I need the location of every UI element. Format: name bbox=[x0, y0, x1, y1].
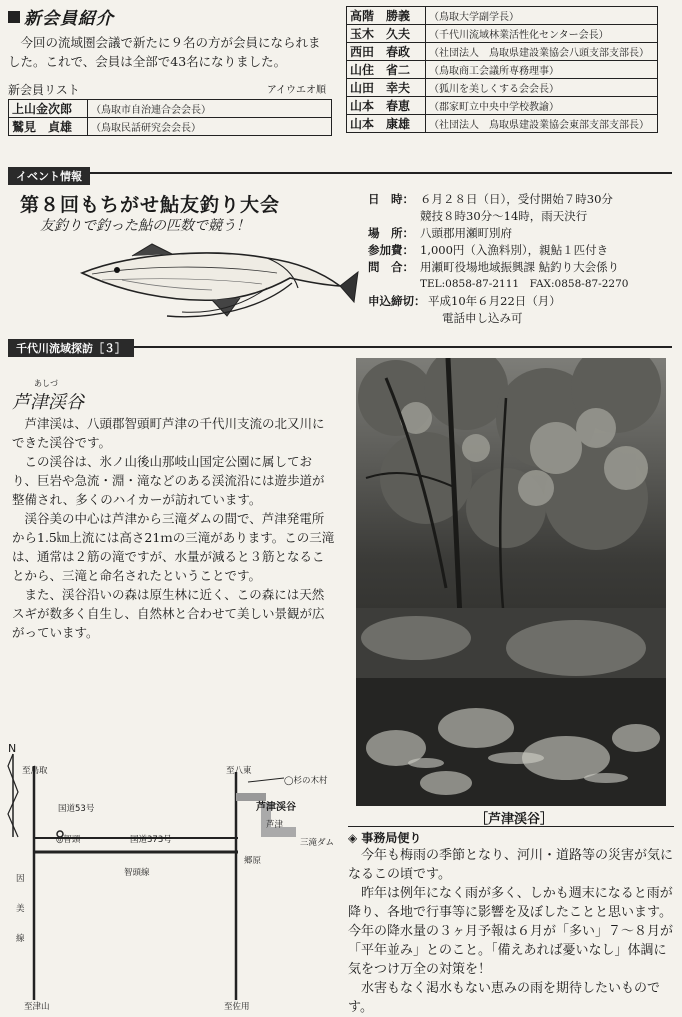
event-key: 場 所： bbox=[368, 226, 414, 240]
explore-text bbox=[12, 414, 336, 642]
office-section bbox=[348, 826, 674, 1017]
map-label-chizu-line: 智頭線 bbox=[124, 868, 150, 878]
new-members-intro: 今回の流域圏会議で新たに９名の方が会員になられました。これで、会員は全部で43名になりました。 bbox=[8, 35, 321, 69]
ayu-fish-illustration bbox=[62, 228, 362, 328]
member-affiliation: （社団法人 鳥取県建設業協会東部支部支部長） bbox=[426, 115, 658, 133]
event-value: 用瀬町役場地域振興課 鮎釣り大会係り bbox=[420, 260, 620, 274]
table-row bbox=[347, 61, 658, 79]
member-affiliation: （鳥取大学副学長） bbox=[426, 7, 658, 25]
explore-bar bbox=[8, 339, 134, 357]
new-members-title: 新会員紹介 bbox=[24, 9, 114, 29]
square-bullet-icon bbox=[8, 11, 20, 23]
new-members-section bbox=[8, 4, 344, 156]
member-name: 玉木 久夫 bbox=[347, 25, 426, 43]
event-row-phone bbox=[368, 276, 672, 293]
explore-title: 芦津渓谷 bbox=[12, 392, 84, 413]
event-row-date bbox=[368, 191, 672, 208]
member-list-title: 新会員リスト bbox=[8, 83, 80, 97]
explore-paragraph: 渓谷美の中心は芦津から三滝ダムの間で、芦津発電所から1.5㎞上流には高さ21ｍの三滝があります。この三滝は、通常は２筋の滝ですが、水量が減ると３筋となることから、三滝と命名されたということです。 bbox=[12, 511, 335, 583]
explore-paragraph: また、渓谷沿いの森は原生林に近く、この森には天然スギが数多く自生し、自然林と合わせて美しい景観が広がっています。 bbox=[12, 587, 325, 640]
member-name: 山本 康雄 bbox=[347, 115, 426, 133]
event-value: TEL:0858-87-2111 FAX:0858-87-2270 bbox=[420, 278, 629, 290]
member-name: 西田 春政 bbox=[347, 43, 426, 61]
explore-paragraph: 芦津渓は、八頭郡智頭町芦津の千代川支流の北又川にできた渓谷です。 bbox=[12, 416, 325, 450]
office-paragraph: 水害もなく渇水もない恵みの雨を期待したいものです。 bbox=[348, 981, 661, 1015]
new-members-heading bbox=[8, 4, 344, 29]
office-title: 事務局便り bbox=[361, 831, 422, 845]
map-label-ashizu: 芦津 bbox=[266, 820, 284, 830]
office-heading bbox=[348, 826, 674, 846]
event-value: 電話申し込み可 bbox=[442, 311, 523, 325]
event-row-place bbox=[368, 225, 672, 242]
office-paragraph: 今年も梅雨の季節となり、河川・道路等の災害が気になるこの頃です。 bbox=[348, 848, 674, 882]
member-table-left bbox=[8, 99, 332, 136]
event-value: 競技８時30分～14時，雨天決行 bbox=[420, 209, 588, 223]
event-value: 平成10年６月22日（月） bbox=[428, 294, 561, 308]
table-row bbox=[9, 100, 332, 118]
event-value: 1,000円（入漁料別），親鮎１匹付き bbox=[420, 243, 609, 257]
member-affiliation: （郡家町立中央中学校教諭） bbox=[426, 97, 658, 115]
map-label-ashizu-keikoku: 芦津渓谷 bbox=[256, 802, 296, 813]
member-table-right bbox=[346, 6, 658, 133]
event-bar bbox=[8, 167, 90, 185]
table-row bbox=[347, 115, 658, 133]
member-affiliation: （狐川を美しくする会会長） bbox=[426, 79, 658, 97]
explore-bar-label: 千代川流域探訪［３］ bbox=[16, 342, 126, 355]
map-label-route53: 国道53号 bbox=[58, 804, 95, 814]
map-label-tsuyama: 至津山 bbox=[24, 1002, 50, 1012]
map-label-sayou: 至佐用 bbox=[224, 1002, 250, 1012]
member-name: 高階 勝義 bbox=[347, 7, 426, 25]
event-row-deadline-cont bbox=[368, 310, 672, 327]
table-row bbox=[347, 7, 658, 25]
office-paragraph: 昨年は例年になく雨が多く、しかも週末になると雨が降り、各地で行事等に影響を及ぼしたことと思います。今年の降水量の３ヶ月予報は６月が「多い」７～８月が「平年並み」とのこと。「備えあれば憂いなし」体調に気をつけ万全の対策を！ bbox=[348, 886, 674, 977]
map-label-inbi-2: 美 bbox=[16, 904, 25, 914]
event-bar-label: イベント情報 bbox=[16, 170, 82, 183]
gorge-photo bbox=[356, 358, 666, 806]
explore-paragraph: この渓谷は、氷ノ山後山那岐山国定公園に属しており、巨岩や急流・淵・滝などのある渓流沿には遊歩道が整備され、多くのハイカーが訪れています。 bbox=[12, 454, 325, 507]
table-row bbox=[347, 25, 658, 43]
member-name: 山住 省二 bbox=[347, 61, 426, 79]
event-row-fee bbox=[368, 242, 672, 259]
map-label-hattou: 至八東 bbox=[226, 766, 252, 776]
event-subtitle: 友釣りで釣った鮎の匹数で競う！ bbox=[40, 218, 250, 234]
map-label-mitaki: 三滝ダム bbox=[300, 838, 335, 848]
map-label-chizu: ◎智頭 bbox=[56, 835, 81, 845]
map-label-sugi: ◯杉の木村 bbox=[284, 776, 328, 786]
explore-furigana: あしづ bbox=[34, 379, 58, 388]
member-affiliation: （社団法人 鳥取県建設業協会八頭支部支部長） bbox=[426, 43, 658, 61]
event-row-deadline bbox=[368, 293, 672, 310]
member-name: 上山金次郎 bbox=[9, 100, 88, 118]
map-label-inbi-1: 因 bbox=[16, 874, 25, 884]
member-affiliation: （鳥取商工会議所専務理事） bbox=[426, 61, 658, 79]
member-name: 鷲見 貞雄 bbox=[9, 118, 88, 136]
event-key: 問 合： bbox=[368, 260, 414, 274]
member-affiliation: （鳥取市自治連合会会長） bbox=[88, 100, 332, 118]
event-key: 申込締切： bbox=[368, 294, 426, 308]
north-marker: N bbox=[8, 742, 17, 755]
event-title: 第８回もちがせ鮎友釣り大会 bbox=[20, 194, 281, 216]
map-label-inbi-3: 線 bbox=[16, 934, 25, 944]
event-details bbox=[368, 191, 672, 327]
table-row bbox=[9, 118, 332, 136]
map-label-gouhara: 郷原 bbox=[244, 856, 262, 866]
event-key: 日 時： bbox=[368, 192, 414, 206]
member-name: 山本 春恵 bbox=[347, 97, 426, 115]
route-map bbox=[4, 742, 344, 1012]
event-value: ６月２８日（日），受付開始７時30分 bbox=[420, 192, 613, 206]
member-affiliation: （千代川流域林業活性化センター会長） bbox=[426, 25, 658, 43]
event-row-contact bbox=[368, 259, 672, 276]
table-row bbox=[347, 43, 658, 61]
member-list-order: アイウエオ順 bbox=[266, 85, 326, 96]
map-label-tottori: 至鳥取 bbox=[22, 766, 48, 776]
photo-caption: ［芦津渓谷］ bbox=[475, 812, 554, 827]
member-affiliation: （鳥取民話研究会会長） bbox=[88, 118, 332, 136]
table-row bbox=[347, 97, 658, 115]
table-row bbox=[347, 79, 658, 97]
event-row-date-cont bbox=[368, 208, 672, 225]
event-key: 参加費： bbox=[368, 243, 414, 257]
member-name: 山田 幸夫 bbox=[347, 79, 426, 97]
map-label-route373: 国道373号 bbox=[130, 835, 172, 845]
event-divider bbox=[8, 172, 672, 174]
event-value: 八頭郡用瀬町別府 bbox=[420, 226, 512, 240]
diamond-bullet-icon: ◈ bbox=[348, 831, 358, 845]
